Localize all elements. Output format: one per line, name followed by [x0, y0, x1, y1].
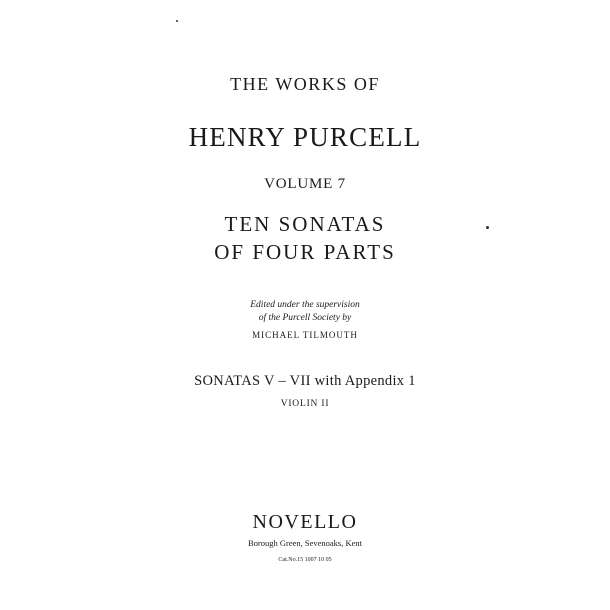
work-title-line-2: OF FOUR PARTS: [214, 240, 396, 264]
composer-name: HENRY PURCELL: [188, 122, 422, 152]
instrument-part: VIOLIN II: [280, 399, 330, 409]
edited-note-line-2: of the Purcell Society by: [258, 313, 352, 323]
paper-speck: [486, 226, 489, 229]
volume-number: VOLUME 7: [264, 176, 346, 192]
work-title-line-1: TEN SONATAS: [224, 212, 386, 236]
editor-name: MICHAEL TILMOUTH: [252, 330, 358, 340]
publisher-address: Borough Green, Sevenoaks, Kent: [247, 538, 362, 548]
publisher-name: NOVELLO: [252, 511, 358, 533]
contents-line: SONATAS V – VII with Appendix 1: [194, 373, 416, 389]
paper-speck: [176, 20, 178, 22]
catalogue-number: Cat.No.15 1007 10 05: [278, 557, 332, 563]
series-heading: THE WORKS OF: [230, 74, 380, 94]
edited-note-line-1: Edited under the supervision: [250, 300, 360, 310]
